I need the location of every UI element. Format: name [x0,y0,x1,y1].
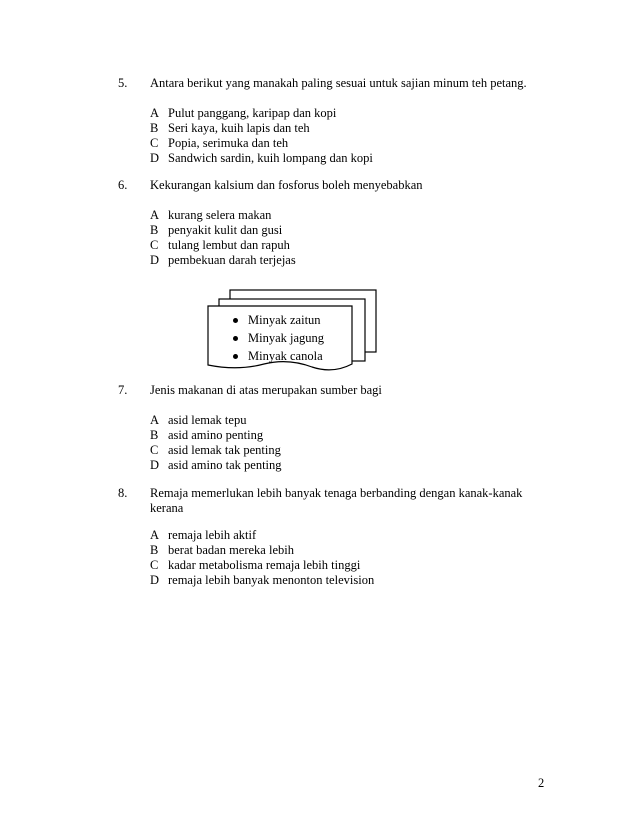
option-letter: A [150,413,160,427]
option-letter: D [150,151,160,165]
option-text: Sandwich sardin, kuih lompang dan kopi [168,151,373,165]
list-item [233,347,373,365]
option-letter: D [150,253,160,267]
option-letter: A [150,528,160,542]
option-text: berat badan mereka lebih [168,543,294,557]
option-a [150,528,570,543]
option-b [150,121,570,136]
option-letter: B [150,428,159,442]
question-text: Antara berikut yang manakah paling sesuai untuk sajian minum teh petang. [150,76,527,90]
option-text: Pulut panggang, karipap dan kopi [168,106,337,120]
list-item-text: Minyak jagung [248,330,325,345]
option-letter: C [150,558,159,572]
question-text: Jenis makanan di atas merupakan sumber bagi [150,383,382,397]
list-item-text: Minyak zaitun [248,312,321,327]
question-text-line-1: Remaja memerlukan lebih banyak tenaga berbanding dengan kanak-kanak [150,486,523,500]
list-item-text: Minyak canola [248,348,323,363]
bullet-icon [233,336,238,341]
option-text: Popia, serimuka dan teh [168,136,289,150]
option-d [150,151,570,166]
option-text: Seri kaya, kuih lapis dan teh [168,121,310,135]
option-text: tulang lembut dan rapuh [168,238,290,252]
option-a [150,413,570,428]
option-text: asid amino penting [168,428,264,442]
question-number: 6. [118,178,128,192]
option-b [150,223,570,238]
question-text: Kekurangan kalsium dan fosforus boleh menyebabkan [150,178,423,192]
option-c [150,443,570,458]
option-c [150,238,570,253]
option-letter: A [150,106,160,120]
option-text: kurang selera makan [168,208,272,222]
option-letter: C [150,238,159,252]
option-text: asid lemak tepu [168,413,247,427]
document-item-list [233,311,373,365]
question-number: 8. [118,486,128,500]
option-d [150,573,570,588]
option-letter: B [150,543,159,557]
question-number: 7. [118,383,128,397]
option-a [150,208,570,223]
option-letter: D [150,458,160,472]
option-d [150,458,570,473]
option-letter: B [150,223,159,237]
option-text: remaja lebih aktif [168,528,257,542]
list-item [233,311,373,329]
option-letter: C [150,443,159,457]
option-letter: C [150,136,159,150]
list-item [233,329,373,347]
option-c [150,136,570,151]
question-number: 5. [118,76,128,90]
option-text: pembekuan darah terjejas [168,253,296,267]
option-b [150,543,570,558]
option-text: remaja lebih banyak menonton television [168,573,375,587]
option-text: asid lemak tak penting [168,443,281,457]
option-b [150,428,570,443]
option-text: asid amino tak penting [168,458,282,472]
option-letter: B [150,121,159,135]
option-a [150,106,570,121]
option-letter: D [150,573,160,587]
option-text: penyakit kulit dan gusi [168,223,283,237]
question-text-line-2: kerana [150,501,184,515]
page-number: 2 [538,776,545,790]
option-c [150,558,570,573]
option-text: kadar metabolisma remaja lebih tinggi [168,558,361,572]
bullet-icon [233,354,238,359]
option-letter: A [150,208,160,222]
bullet-icon [233,318,238,323]
option-d [150,253,570,268]
